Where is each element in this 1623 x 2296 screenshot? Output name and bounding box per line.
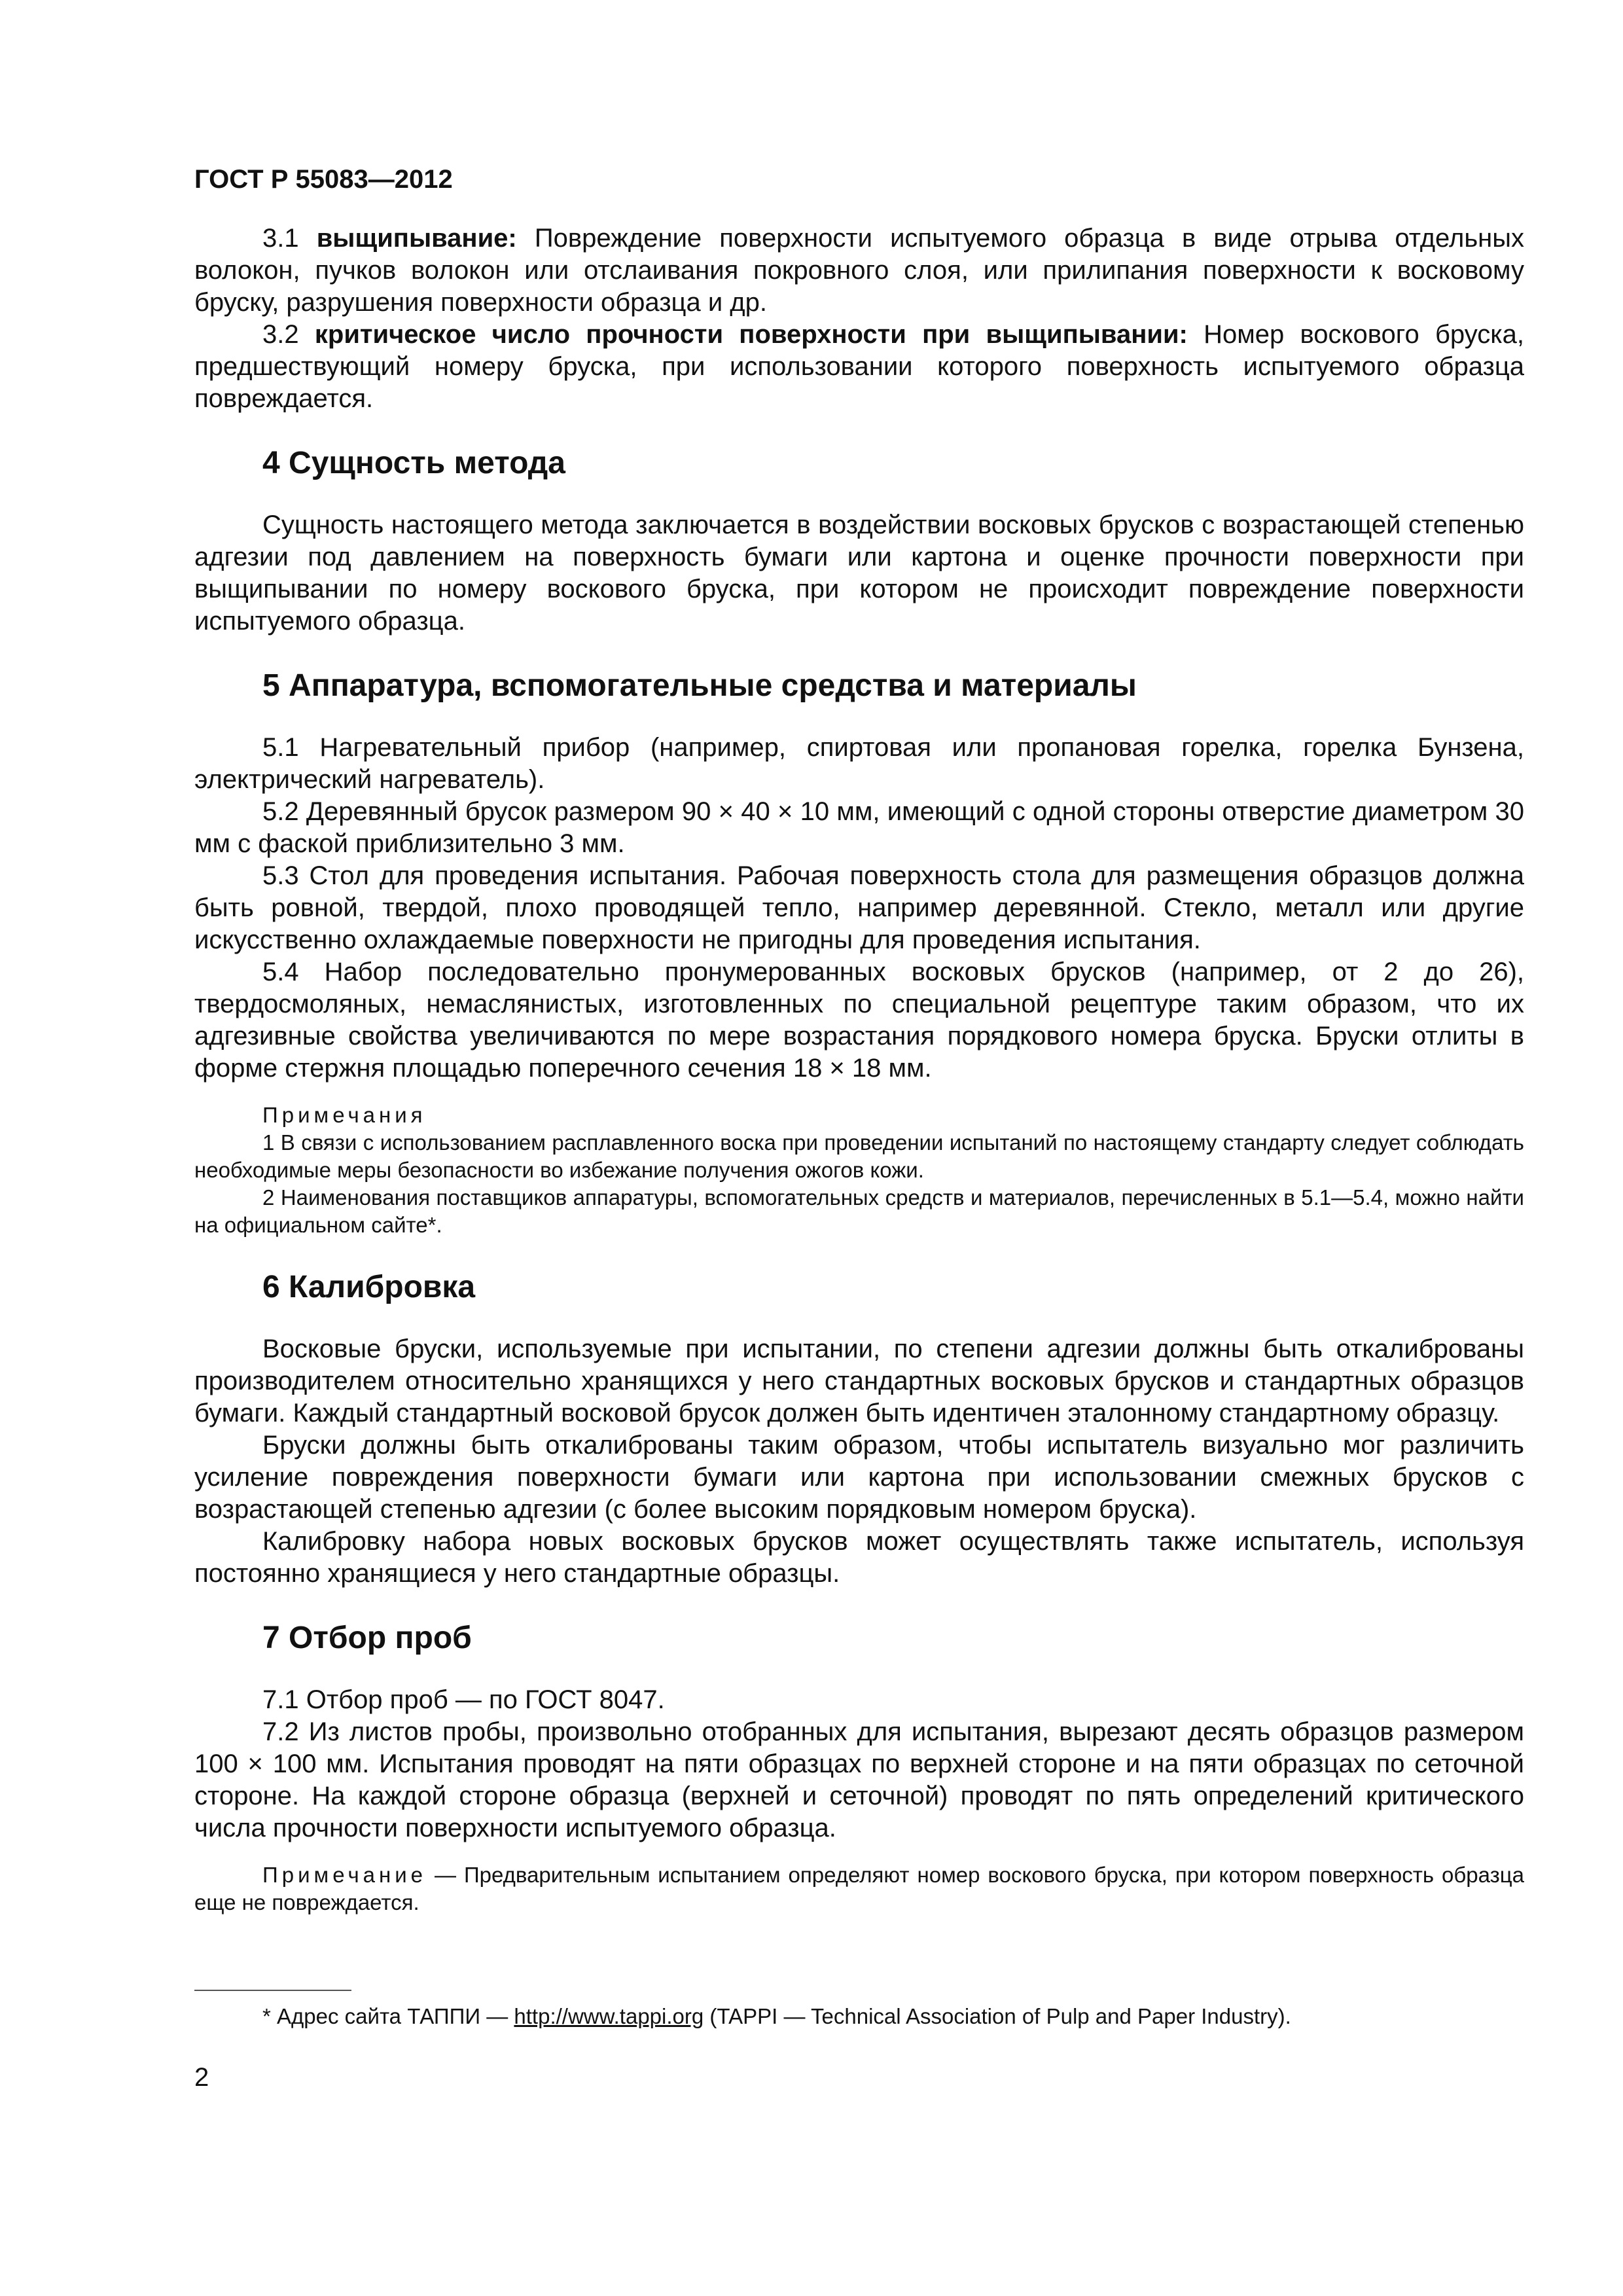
section-6-paragraph: Восковые бруски, используемые при испытании, по степени адгезии должны быть откалиброваны производителем относительно хранящихся у него стандартных восковых брусков и стандартных образцов бумаги. Каждый стандартный восковой брусок должен быть идентичен эталонному стандартному образцу. <box>194 1335 1524 1427</box>
definition-3-1 <box>194 223 1524 319</box>
notes-heading: Примечания <box>262 1103 427 1127</box>
footnote-link[interactable]: http://www.tappi.org <box>514 2004 704 2028</box>
note-1: 1 В связи с использованием расплавленного воска при проведении испытаний по настоящему стандарту следует соблюдать необходимые меры безопасности во избежание получения ожогов кожи. <box>194 1130 1524 1182</box>
section-4-paragraph: Сущность настоящего метода заключается в воздействии восковых брусков с возрастающей степенью адгезии под давлением на поверхность бумаги или картона и оценке прочности поверхности при выщипывании по номеру воскового бруска, при котором не происходит повреждение поверхности испытуемого образца. <box>194 511 1524 636</box>
section-6-paragraph: Калибровку набора новых восковых брусков может осуществлять также испытатель, используя постоянно хранящиеся у него стандартные образцы. <box>194 1527 1524 1588</box>
section-6-paragraph: Бруски должны быть откалиброваны таким образом, чтобы испытатель визуально мог различить усиление повреждения поверхности бумаги или картона при использовании смежных брусков с возрастающей степенью адгезии (с более высоким порядковым номером бруска). <box>194 1431 1524 1524</box>
item-5-4: 5.4 Набор последовательно пронумерованных восковых брусков (например, от 2 до 26), твердосмоляных, немаслянистых, изготовленных по специальной рецептуре таким образом, что их адгезивные свойства увеличиваются по мере возрастания порядкового номера бруска. Бруски отлиты в форме стержня площадью поперечного сечения 18 × 18 мм. <box>194 958 1524 1083</box>
definition-term: критическое число прочности поверхности при выщипывании: <box>314 320 1188 349</box>
section-7-title: 7 Отбор проб <box>262 1621 472 1655</box>
section-5-title: 5 Аппаратура, вспомогательные средства и материалы <box>262 668 1137 703</box>
definition-text: Повреждение поверхности испытуемого образца в виде отрыва отдельных волокон, пучков волокон или отслаивания покровного слоя, или прилипания поверхности к восковому бруску, разрушения поверхности образца и др. <box>194 224 1524 317</box>
page-content <box>194 164 1524 1916</box>
definition-number: 3.1 <box>262 224 299 253</box>
item-5-1: 5.1 Нагревательный прибор (например, спиртовая или пропановая горелка, горелка Бунзена, электрический нагреватель). <box>194 733 1524 794</box>
definition-text: Номер воскового бруска, предшествующий номеру бруска, при использовании которого поверхность испытуемого образца повреждается. <box>194 320 1524 413</box>
note-2: 2 Наименования поставщиков аппаратуры, вспомогательных средств и материалов, перечисленных в 5.1—5.4, можно найти на официальном сайте*. <box>194 1185 1524 1237</box>
note-text: — Предварительным испытанием определяют номер воскового бруска, при котором поверхность образца еще не повреждается. <box>194 1863 1524 1914</box>
section-7-note <box>194 1861 1524 1916</box>
definition-term: выщипывание: <box>316 224 517 253</box>
footnote-divider <box>194 1990 351 1991</box>
footnote-suffix: (TAPPI — Technical Association of Pulp and Paper Industry). <box>704 2004 1291 2028</box>
document-header: ГОСТ Р 55083—2012 <box>194 165 453 194</box>
item-7-2: 7.2 Из листов пробы, произвольно отобранных для испытания, вырезают десять образцов размером 100 × 100 мм. Испытания проводят на пяти образцах по верхней стороне и на пяти образцах по сеточной стороне. На каждой стороне образца (верхней и сеточной) проводят по пять определений критического числа прочности поверхности испытуемого образца. <box>194 1717 1524 1842</box>
item-5-3: 5.3 Стол для проведения испытания. Рабочая поверхность стола для размещения образцов должна быть ровной, твердой, плохо проводящей тепло, например деревянной. Стекло, металл или другие искусственно охлаждаемые поверхности не пригодны для проведения испытания. <box>194 861 1524 954</box>
footnote-prefix: * Адрес сайта ТАППИ — <box>262 2004 514 2028</box>
section-4-title: 4 Сущность метода <box>262 446 565 480</box>
definition-number: 3.2 <box>262 320 299 349</box>
item-5-2: 5.2 Деревянный брусок размером 90 × 40 × 10 мм, имеющий с одной стороны отверстие диаметром 30 мм с фаской приблизительно 3 мм. <box>194 797 1524 858</box>
note-paragraph <box>194 1861 1524 1916</box>
section-5-notes <box>194 1102 1524 1239</box>
note-label: Примечание <box>262 1863 427 1887</box>
item-7-1: 7.1 Отбор проб — по ГОСТ 8047. <box>262 1685 665 1714</box>
definition-3-2 <box>194 319 1524 415</box>
footnote <box>262 2003 1525 2030</box>
section-6-title: 6 Калибровка <box>262 1270 476 1304</box>
page-number: 2 <box>194 2063 209 2092</box>
